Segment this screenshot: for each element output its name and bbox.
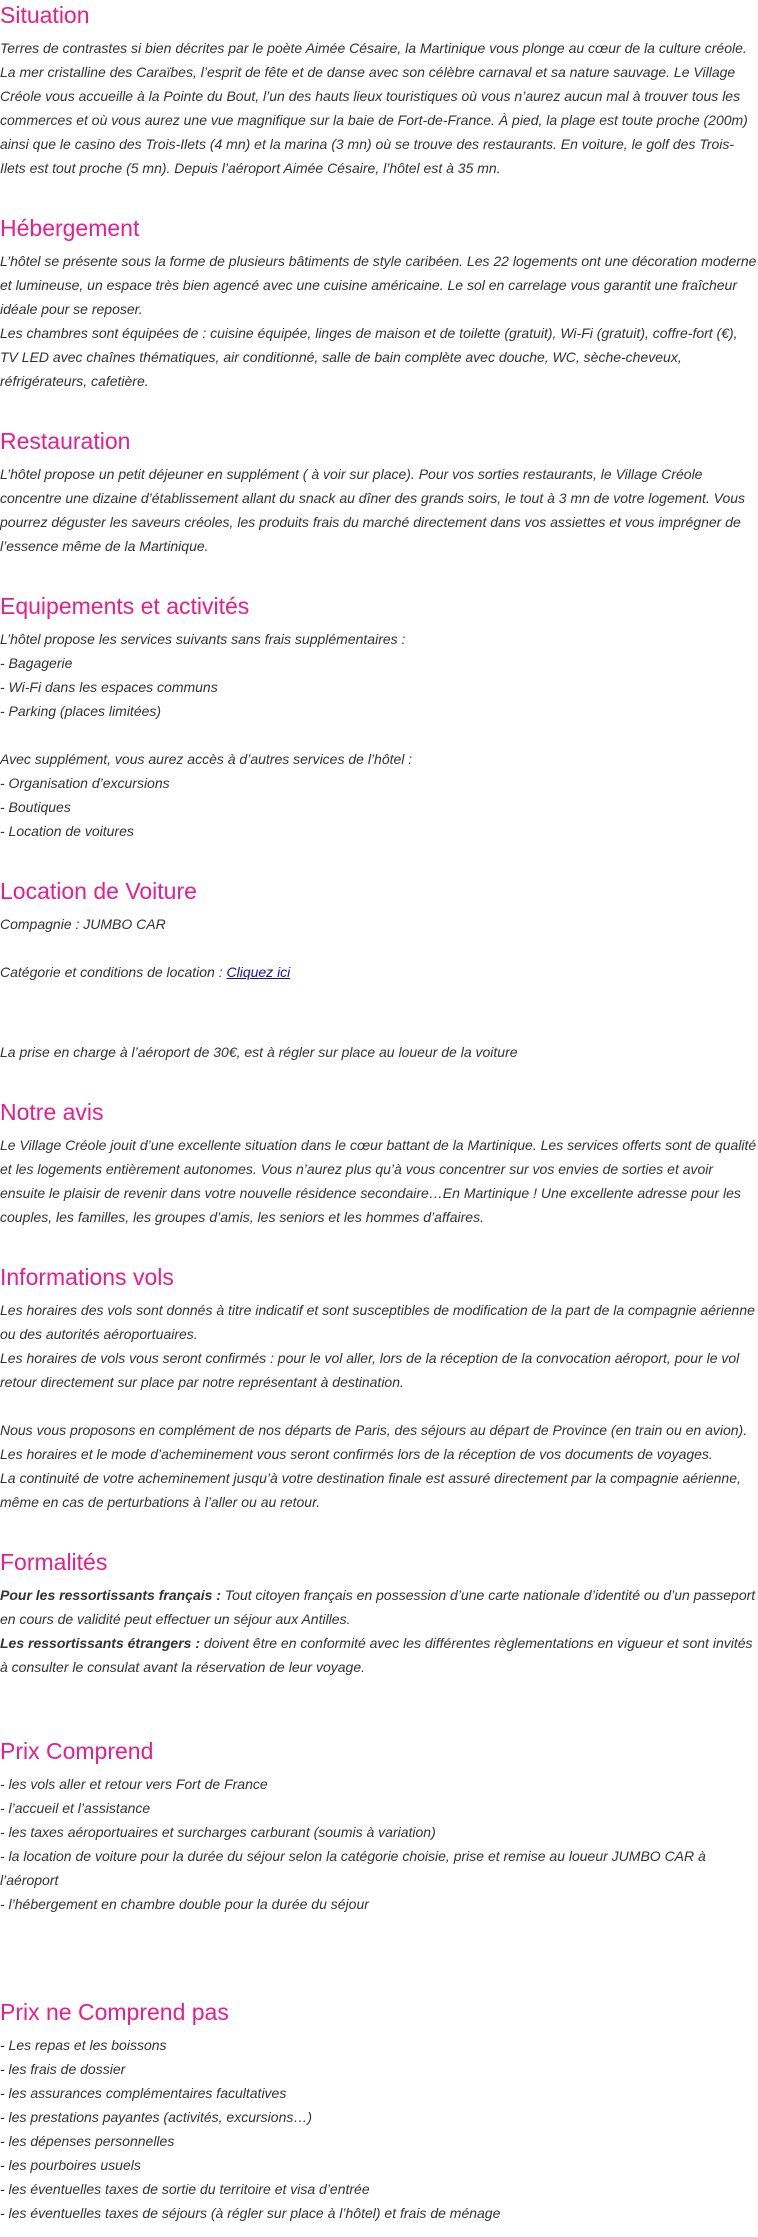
equipements-intro-paid: Avec supplément, vous aurez accès à d’autres services de l’hôtel : bbox=[0, 751, 413, 767]
restauration-text: L’hôtel propose un petit déjeuner en supplément ( à voir sur place). Pour vos sorties restaurants, le Village Créole concentre une dizaine d’établissement allant du snack au dîner des grands soirs, le tout à 3 mn de votre logement. Vous pourrez déguster les saveurs créoles, les produits frais du marché directement dans vos assiettes et vous imprégner de l’essence même de la Martinique. bbox=[0, 466, 746, 554]
list-item: - les prestations payantes (activités, excursions…) bbox=[0, 2109, 313, 2125]
section-prix-ne-comprend bbox=[0, 1997, 758, 2225]
list-item: - les vols aller et retour vers Fort de France bbox=[0, 1776, 268, 1792]
formalites-foreign-label: Les ressortissants étrangers : bbox=[0, 1635, 200, 1651]
vols-text-2: Les horaires de vols vous seront confirmés : pour le vol aller, lors de la réception de la convocation aéroport, pour le vol retour directement sur place par notre représentant à destination. bbox=[0, 1350, 740, 1390]
vols-text-1: Les horaires des vols sont donnés à titre indicatif et sont susceptibles de modification de la part de la compagnie aérienne ou des autorités aéroportuaires. bbox=[0, 1302, 755, 1342]
prix-ne-comprend-heading: Prix ne Comprend pas bbox=[0, 1999, 229, 2025]
section-restauration bbox=[0, 426, 758, 558]
list-item: - les dépenses personnelles bbox=[0, 2133, 175, 2149]
equipements-heading: Equipements et activités bbox=[0, 593, 250, 619]
location-heading: Location de Voiture bbox=[0, 878, 197, 904]
section-formalites bbox=[0, 1547, 758, 1679]
prix-ne-comprend-list bbox=[0, 2033, 758, 2225]
situation-heading: Situation bbox=[0, 2, 90, 28]
list-item: - Wi-Fi dans les espaces communs bbox=[0, 679, 218, 695]
list-item: - Location de voitures bbox=[0, 823, 134, 839]
list-item: - l’accueil et l’assistance bbox=[0, 1800, 151, 1816]
list-item: - Boutiques bbox=[0, 799, 71, 815]
spacer bbox=[0, 984, 758, 1040]
formalites-foreign bbox=[0, 1631, 758, 1679]
section-equipements bbox=[0, 591, 758, 843]
spacer bbox=[0, 723, 758, 747]
location-company: Compagnie : JUMBO CAR bbox=[0, 916, 166, 932]
list-item: - la location de voiture pour la durée du séjour selon la catégorie choisie, prise et remise au loueur JUMBO CAR à l’aéroport bbox=[0, 1848, 706, 1888]
list-item: - Organisation d’excursions bbox=[0, 775, 170, 791]
location-conditions-label: Catégorie et conditions de location : bbox=[0, 964, 227, 980]
list-item: - les frais de dossier bbox=[0, 2061, 126, 2077]
spacer bbox=[0, 1394, 758, 1418]
section-vols bbox=[0, 1262, 758, 1514]
formalites-heading: Formalités bbox=[0, 1549, 108, 1575]
avis-text: Le Village Créole jouit d’une excellente situation dans le cœur battant de la Martinique. Les services offerts sont de qualité et les logements entièrement autonomes. Vous n’aurez plus qu’à vous concentrer sur vos envies de sorties et avoir ensuite le plaisir de revenir dans votre nouvelle résidence secondaire…En Martinique ! Une excellente adresse pour les couples, les familles, les groupes d’amis, les seniors et les hommes d’affaires. bbox=[0, 1137, 757, 1225]
list-item: - Bagagerie bbox=[0, 655, 73, 671]
vols-text-3: Nous vous proposons en complément de nos départs de Paris, des séjours au départ de Province (en train ou en avion). bbox=[0, 1422, 748, 1438]
vols-text-5: La continuité de votre acheminement jusqu’à votre destination finale est assuré directement par la compagnie aérienne, même en cas de perturbations à l’aller ou au retour. bbox=[0, 1470, 741, 1510]
hebergement-text-1: L’hôtel se présente sous la forme de plusieurs bâtiments de style caribéen. Les 22 logements ont une décoration moderne et lumineuse, un espace très bien agencé avec une cuisine américaine. Le sol en carrelage vous garantit une fraîcheur idéale pour se reposer. bbox=[0, 253, 757, 317]
vols-text-4: Les horaires et le mode d’acheminement vous seront confirmés lors de la réception de vos documents de voyages. bbox=[0, 1446, 713, 1462]
list-item: - les éventuelles taxes de séjours (à régler sur place à l’hôtel) et frais de ménage bbox=[0, 2205, 501, 2221]
prix-comprend-list bbox=[0, 1772, 758, 1916]
list-item: - les taxes aéroportuaires et surcharges carburant (soumis à variation) bbox=[0, 1824, 436, 1840]
prix-comprend-heading: Prix Comprend bbox=[0, 1738, 154, 1764]
location-conditions-link[interactable]: Cliquez ici bbox=[226, 964, 291, 980]
formalites-french-label: Pour les ressortissants français : bbox=[0, 1587, 221, 1603]
list-item: - l’hébergement en chambre double pour la durée du séjour bbox=[0, 1896, 369, 1912]
section-situation bbox=[0, 0, 758, 180]
formalites-french bbox=[0, 1583, 758, 1631]
section-avis bbox=[0, 1097, 758, 1229]
avis-heading: Notre avis bbox=[0, 1099, 104, 1125]
list-item: - les pourboires usuels bbox=[0, 2157, 141, 2173]
location-note: La prise en charge à l’aéroport de 30€, est à régler sur place au loueur de la voiture bbox=[0, 1044, 518, 1060]
hebergement-heading: Hébergement bbox=[0, 215, 140, 241]
equipements-intro-free: L’hôtel propose les services suivants sans frais supplémentaires : bbox=[0, 631, 406, 647]
section-prix-comprend bbox=[0, 1736, 758, 1916]
list-item: - Parking (places limitées) bbox=[0, 703, 162, 719]
location-conditions bbox=[0, 960, 758, 984]
list-item: - les éventuelles taxes de sortie du territoire et visa d’entrée bbox=[0, 2181, 370, 2197]
list-item: - Les repas et les boissons bbox=[0, 2037, 167, 2053]
list-item: - les assurances complémentaires facultatives bbox=[0, 2085, 287, 2101]
situation-text: Terres de contrastes si bien décrites par le poète Aimée Césaire, la Martinique vous plonge au cœur de la culture créole. La mer cristalline des Caraïbes, l’esprit de fête et de danse avec son célèbre carnaval et sa nature sauvage. Le Village Créole vous accueille à la Pointe du Bout, l’un des hauts lieux touristiques où vous n’aurez aucun mal à trouver tous les commerces et où vous aurez une vue magnifique sur la baie de Fort-de-France. À pied, la plage est toute proche (200m) ainsi que le casino des Trois-Ilets (4 mn) et la marina (3 mn) où se trouve des restaurants. En voiture, le golf des Trois-Ilets est tout proche (5 mn). Depuis l’aéroport Aimée Césaire, l’hôtel est à 35 mn. bbox=[0, 40, 748, 176]
section-hebergement bbox=[0, 213, 758, 393]
formalites-foreign-text: doivent être en conformité avec les différentes règlementations en vigueur et sont invités à consulter le consulat avant la réservation de leur voyage. bbox=[0, 1635, 753, 1675]
vols-heading: Informations vols bbox=[0, 1264, 174, 1290]
spacer bbox=[0, 936, 758, 960]
section-location bbox=[0, 876, 758, 1064]
formalites-french-text: Tout citoyen français en possession d’une carte nationale d’identité ou d’un passeport en cours de validité peut effectuer un séjour aux Antilles. bbox=[0, 1587, 756, 1627]
restauration-heading: Restauration bbox=[0, 428, 131, 454]
hebergement-text-2: Les chambres sont équipées de : cuisine équipée, linges de maison et de toilette (gratuit), Wi-Fi (gratuit), coffre-fort (€), TV LED avec chaînes thématiques, air conditionné, salle de bain complète avec douche, WC, sèche-cheveux, réfrigérateurs, cafetière. bbox=[0, 325, 738, 389]
